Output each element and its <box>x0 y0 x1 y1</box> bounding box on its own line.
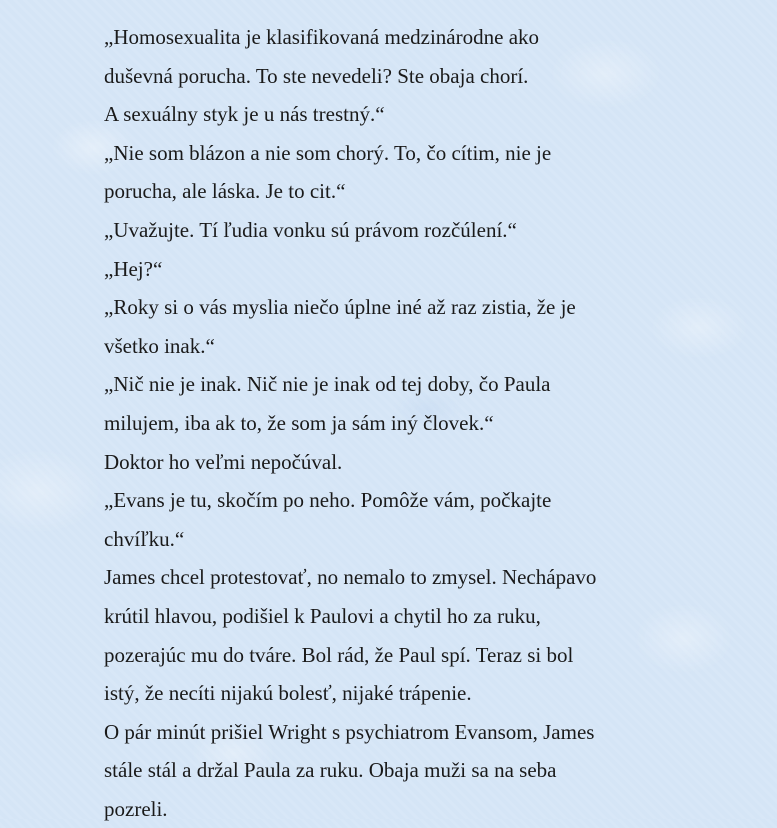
text-line: milujem, iba ak to, že som ja sám iný človek.“ <box>104 410 494 435</box>
text-line: istý, že necíti nijakú bolesť, nijaké trápenie. <box>104 681 472 706</box>
text-line: pozerajúc mu do tváre. Bol rád, že Paul spí. Teraz si bol <box>104 642 574 667</box>
text-line: krútil hlavou, podišiel k Paulovi a chytil ho za ruku, <box>104 603 541 628</box>
text-line: duševná porucha. To ste nevedeli? Ste obaja chorí. <box>104 63 529 88</box>
document-page <box>104 18 744 828</box>
text-line: chvíľku.“ <box>104 526 185 551</box>
text-line: Doktor ho veľmi nepočúval. <box>104 449 343 474</box>
text-line: všetko inak.“ <box>104 333 215 358</box>
text-line: „Homosexualita je klasifikovaná medzinárodne ako <box>104 25 540 49</box>
text-line: James chcel protestovať, no nemalo to zmysel. Nechápavo <box>104 565 597 590</box>
text-line: „Nie som blázon a nie som chorý. To, čo cítim, nie je <box>104 140 552 165</box>
text-line: „Uvažujte. Tí ľudia vonku sú právom rozčúlení.“ <box>104 217 517 242</box>
text-line: „Hej?“ <box>104 256 163 281</box>
text-line: porucha, ale láska. Je to cit.“ <box>104 179 346 204</box>
text-line: pozreli. <box>104 796 168 821</box>
text-line: A sexuálny styk je u nás trestný.“ <box>104 102 385 127</box>
text-line: „Evans je tu, skočím po neho. Pomôže vám, počkajte <box>104 488 552 513</box>
text-line: „Roky si o vás myslia niečo úplne iné až raz zistia, že je <box>104 295 576 320</box>
text-line: „Nič nie je inak. Nič nie je inak od tej doby, čo Paula <box>104 372 551 397</box>
text-line: O pár minút prišiel Wright s psychiatrom Evansom, James <box>104 719 595 744</box>
text-line: stále stál a držal Paula za ruku. Obaja muži sa na seba <box>104 758 557 783</box>
